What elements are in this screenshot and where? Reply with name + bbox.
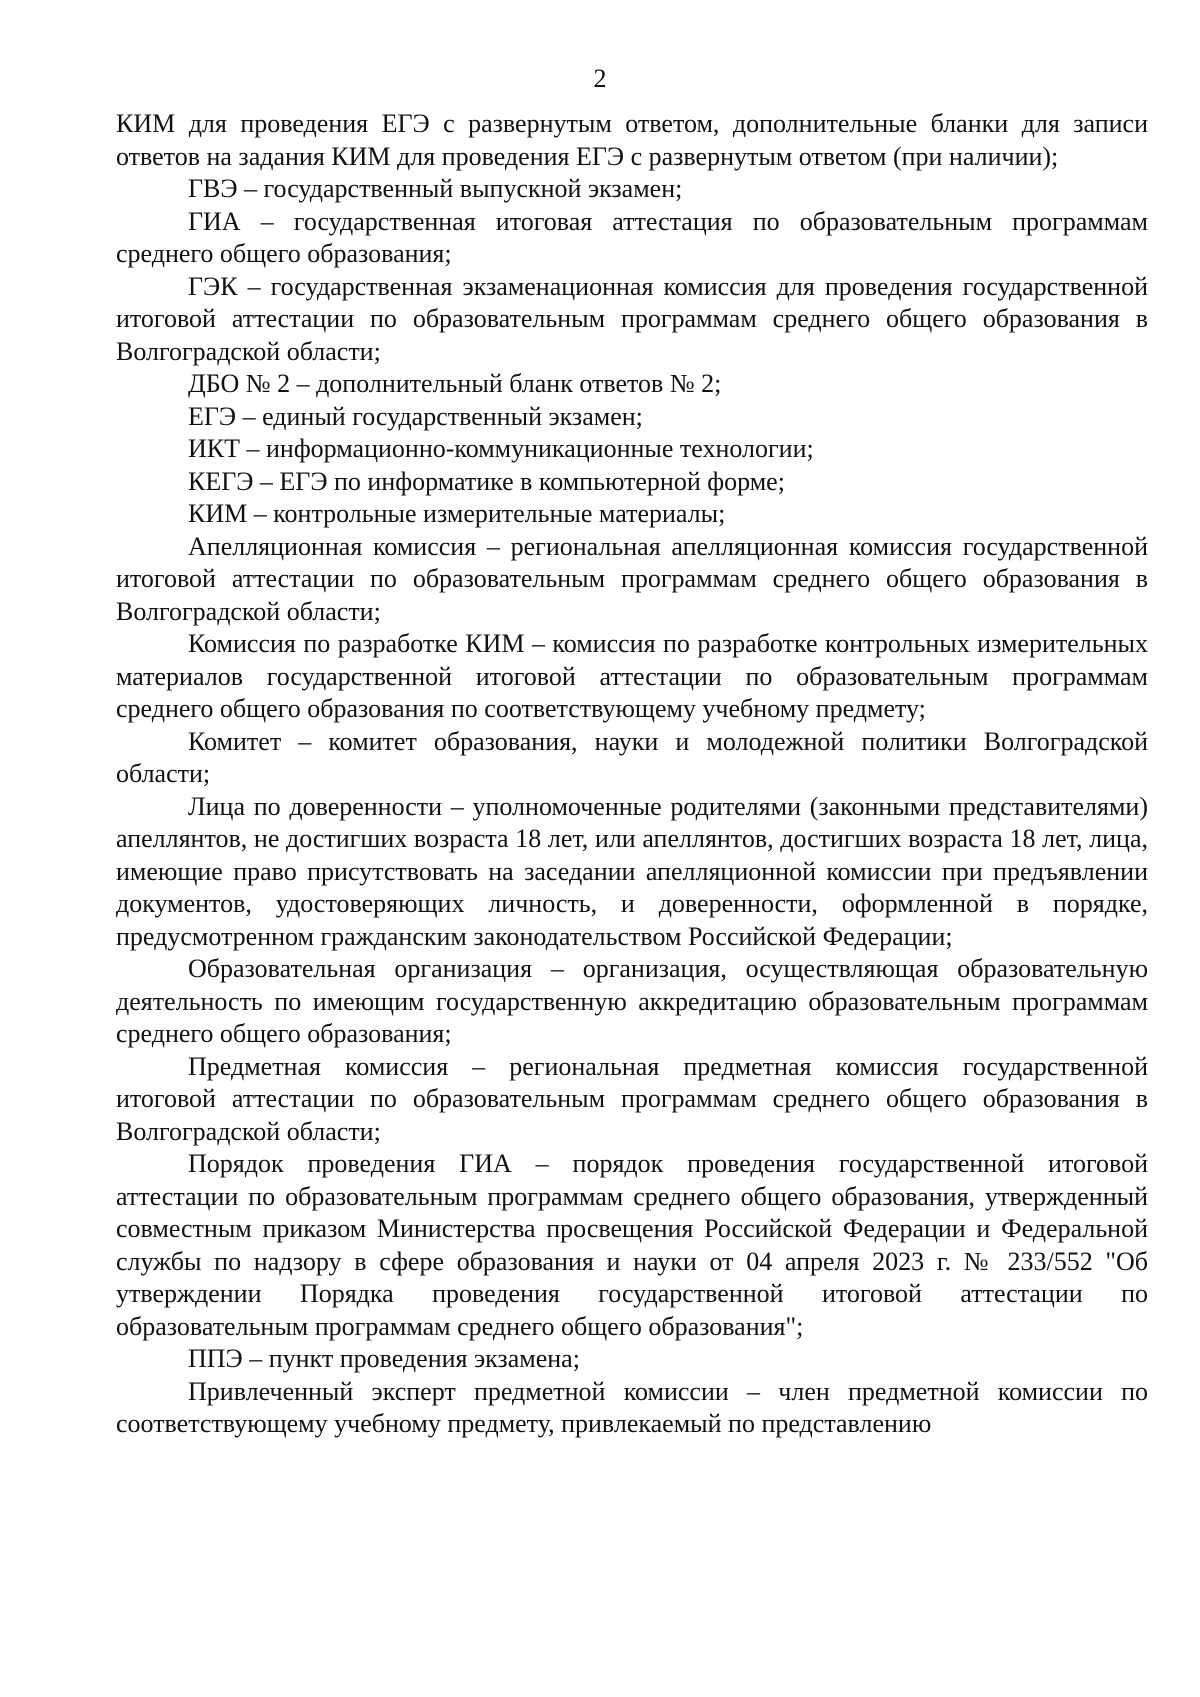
definition-invited-expert: Привлеченный эксперт предметной комиссии – член предметной комиссии по соответствующему учебному предмету, привлекаемый по представлению	[116, 1376, 1148, 1438]
definition-kim: КИМ – контрольные измерительные материалы;	[188, 499, 726, 528]
document-body	[116, 108, 1148, 1441]
definition-committee: Комитет – комитет образования, науки и молодежной политики Волгоградской области;	[116, 726, 1148, 788]
definition-educational-organization: Образовательная организация – организация, осуществляющая образовательную деятельность по имеющим государственную аккредитацию образовательным программам среднего общего образования;	[116, 954, 1148, 1048]
definition-gia-procedure: Порядок проведения ГИА – порядок проведения государственной итоговой аттестации по образовательным программам среднего общего образования, утвержденный совместным приказом Министерства просвещения Российской Федерации и Федеральной службы по надзору в сфере образования и науки от 04 апреля 2023 г. № 233/552 "Об утверждении Порядка проведения государственной итоговой аттестации по образовательным программам среднего общего образования";	[116, 1149, 1148, 1341]
definition-kim-commission: Комиссия по разработке КИМ – комиссия по разработке контрольных измерительных материалов государственной итоговой аттестации по образовательным программам среднего общего образования по соответствующему учебному предмету;	[116, 629, 1148, 723]
definition-proxies: Лица по доверенности – уполномоченные родителями (законными представителями) апеллянтов, не достигших возраста 18 лет, или апеллянтов, достигших возраста 18 лет, лица, имеющие право присутствовать на заседании апелляционной комиссии при предъявлении документов, удостоверяющих личность, и доверенности, оформленной в порядке, предусмотренном гражданским законодательством Российской Федерации;	[116, 791, 1148, 951]
page-number: 2	[593, 64, 607, 93]
definition-ppe: ППЭ – пункт проведения экзамена;	[188, 1344, 580, 1373]
definition-ege: ЕГЭ – единый государственный экзамен;	[188, 401, 643, 431]
definition-gve: ГВЭ – государственный выпускной экзамен;	[188, 174, 683, 203]
definition-gia: ГИА – государственная итоговая аттестация по образовательным программам среднего общего образования;	[116, 206, 1148, 268]
paragraph-kim-blanks: КИМ для проведения ЕГЭ с развернутым ответом, дополнительные бланки для записи ответов на задания КИМ для проведения ЕГЭ с развернутым ответом (при наличии);	[116, 109, 1148, 171]
definition-appeal-commission: Апелляционная комиссия – региональная апелляционная комиссия государственной итоговой аттестации по образовательным программам среднего общего образования в Волгоградской области;	[116, 531, 1148, 626]
definition-ikt: ИКТ – информационно-коммуникационные технологии;	[188, 434, 814, 463]
definition-kege: КЕГЭ – ЕГЭ по информатике в компьютерной форме;	[188, 466, 785, 496]
definition-gek: ГЭК – государственная экзаменационная комиссия для проведения государственной итоговой аттестации по образовательным программам среднего общего образования в Волгоградской области;	[116, 271, 1148, 366]
definition-dbo: ДБО № 2 – дополнительный бланк ответов № 2;	[188, 369, 722, 398]
definition-subject-commission: Предметная комиссия – региональная предметная комиссия государственной итоговой аттестации по образовательным программам среднего общего образования в Волгоградской области;	[116, 1051, 1148, 1146]
